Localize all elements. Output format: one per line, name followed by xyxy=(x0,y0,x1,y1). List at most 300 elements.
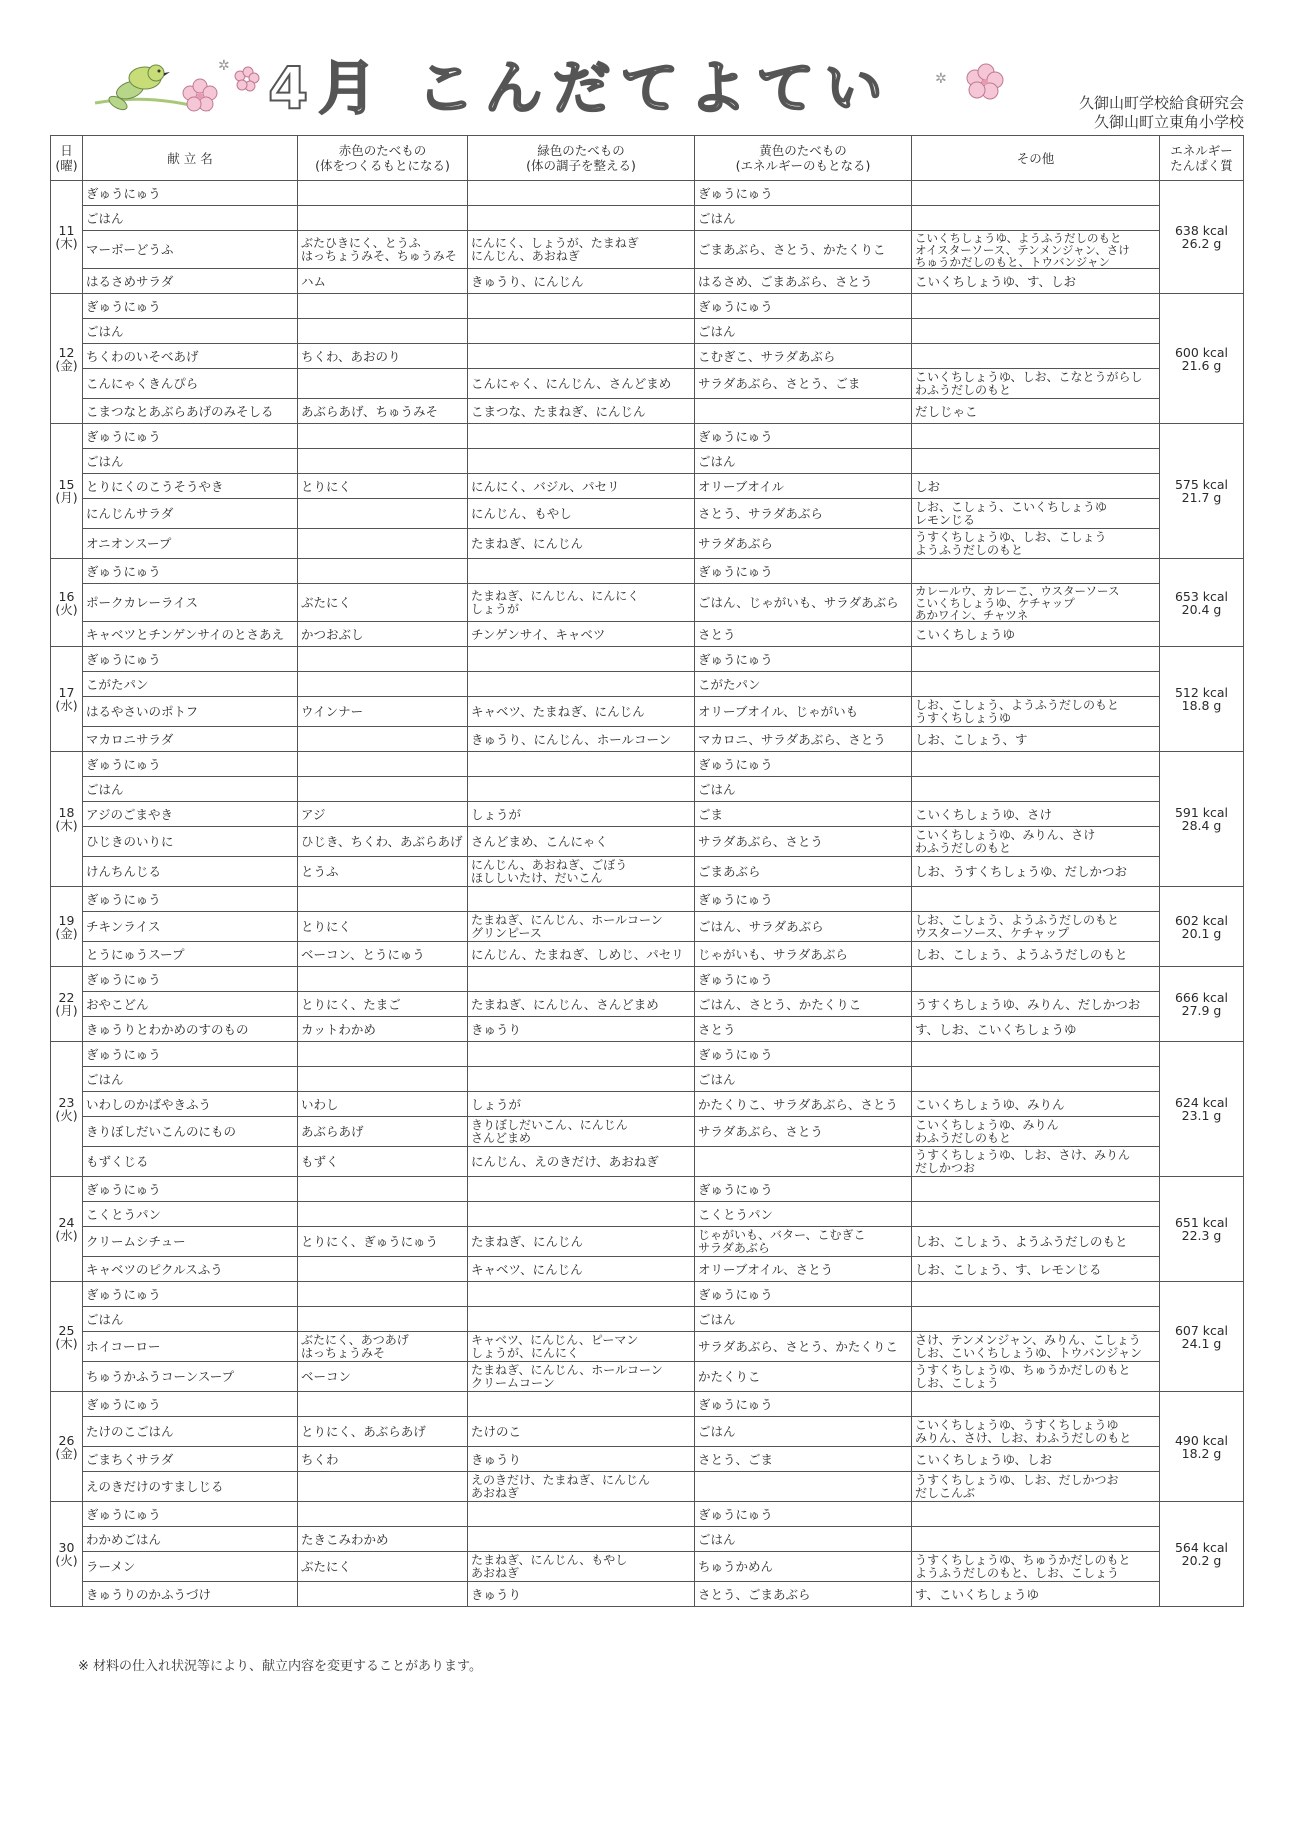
table-row xyxy=(51,1552,1244,1582)
yellow-cell: サラダあぶら、さとう、かたくりこ xyxy=(695,1332,912,1362)
yellow-cell: ごはん xyxy=(695,777,912,802)
name-cell: こくとうパン xyxy=(83,1202,298,1227)
green-cell: きりぼしだいこん、にんじん さんどまめ xyxy=(468,1117,695,1147)
name-cell: チキンライス xyxy=(83,912,298,942)
red-cell xyxy=(298,449,468,474)
green-cell: たまねぎ、にんじん xyxy=(468,1227,695,1257)
yellow-cell: かたくりこ、サラダあぶら、さとう xyxy=(695,1092,912,1117)
name-cell: けんちんじる xyxy=(83,857,298,887)
other-cell xyxy=(912,319,1160,344)
name-cell: マカロニサラダ xyxy=(83,727,298,752)
day-cell: 17 (水) xyxy=(51,647,83,752)
yellow-cell: ごまあぶら xyxy=(695,857,912,887)
table-row xyxy=(51,912,1244,942)
yellow-cell: ごまあぶら、さとう、かたくりこ xyxy=(695,231,912,269)
name-cell: ぎゅうにゅう xyxy=(83,424,298,449)
name-cell: こんにゃくきんぴら xyxy=(83,369,298,399)
other-cell: うすくちしょうゆ、ちゅうかだしのもと しお、こしょう xyxy=(912,1362,1160,1392)
red-cell: とりにく xyxy=(298,912,468,942)
name-cell: ごはん xyxy=(83,319,298,344)
yellow-cell xyxy=(695,1472,912,1502)
other-cell: うすくちしょうゆ、しお、さけ、みりん だしかつお xyxy=(912,1147,1160,1177)
green-cell xyxy=(468,752,695,777)
green-cell xyxy=(468,206,695,231)
table-row xyxy=(51,1392,1244,1417)
other-cell xyxy=(912,752,1160,777)
yellow-cell: ごはん xyxy=(695,319,912,344)
yellow-cell: ごま xyxy=(695,802,912,827)
name-cell: ぎゅうにゅう xyxy=(83,559,298,584)
yellow-cell: ぎゅうにゅう xyxy=(695,1282,912,1307)
red-cell xyxy=(298,181,468,206)
table-row xyxy=(51,992,1244,1017)
other-cell: こいくちしょうゆ、みりん、さけ わふうだしのもと xyxy=(912,827,1160,857)
green-cell xyxy=(468,1067,695,1092)
green-cell xyxy=(468,1527,695,1552)
yellow-cell: サラダあぶら、さとう、ごま xyxy=(695,369,912,399)
yellow-cell: ぎゅうにゅう xyxy=(695,647,912,672)
day-cell: 15 (月) xyxy=(51,424,83,559)
name-cell: ごまちくサラダ xyxy=(83,1447,298,1472)
green-cell xyxy=(468,1502,695,1527)
other-cell: しお、こしょう、ようふうだしのもと xyxy=(912,942,1160,967)
yellow-cell: ぎゅうにゅう xyxy=(695,181,912,206)
green-cell xyxy=(468,319,695,344)
green-cell xyxy=(468,449,695,474)
red-cell xyxy=(298,777,468,802)
green-cell xyxy=(468,887,695,912)
svg-text:✲: ✲ xyxy=(935,71,947,87)
name-cell: ちくわのいそべあげ xyxy=(83,344,298,369)
other-cell xyxy=(912,1392,1160,1417)
table-row xyxy=(51,1042,1244,1067)
red-cell xyxy=(298,499,468,529)
yellow-cell: かたくりこ xyxy=(695,1362,912,1392)
other-cell: カレールウ、カレーこ、ウスターソース こいくちしょうゆ、ケチャップ あかワイン、チャツネ xyxy=(912,584,1160,622)
yellow-cell: ごはん、じゃがいも、サラダあぶら xyxy=(695,584,912,622)
red-cell: ぶたひきにく、とうふ はっちょうみそ、ちゅうみそ xyxy=(298,231,468,269)
energy-cell: 600 kcal 21.6 g xyxy=(1160,294,1244,424)
green-cell: しょうが xyxy=(468,1092,695,1117)
red-cell: ちくわ xyxy=(298,1447,468,1472)
table-row xyxy=(51,1582,1244,1607)
red-cell xyxy=(298,1177,468,1202)
green-cell: えのきだけ、たまねぎ、にんじん あおねぎ xyxy=(468,1472,695,1502)
name-cell: とりにくのこうそうやき xyxy=(83,474,298,499)
table-row xyxy=(51,499,1244,529)
green-cell: たまねぎ、にんじん、ホールコーン グリンピース xyxy=(468,912,695,942)
name-cell: きゅうりとわかめのすのもの xyxy=(83,1017,298,1042)
column-header-red: 赤色のたべもの (体をつくるもとになる) xyxy=(298,136,468,181)
name-cell: ぎゅうにゅう xyxy=(83,1177,298,1202)
table-row xyxy=(51,1147,1244,1177)
name-cell: ぎゅうにゅう xyxy=(83,294,298,319)
green-cell xyxy=(468,1282,695,1307)
table-row xyxy=(51,1017,1244,1042)
table-row xyxy=(51,647,1244,672)
red-cell xyxy=(298,1307,468,1332)
green-cell: にんじん、たまねぎ、しめじ、パセリ xyxy=(468,942,695,967)
green-cell: にんじん、もやし xyxy=(468,499,695,529)
other-cell xyxy=(912,777,1160,802)
red-cell xyxy=(298,559,468,584)
table-row xyxy=(51,369,1244,399)
red-cell xyxy=(298,424,468,449)
column-header-other: その他 xyxy=(912,136,1160,181)
red-cell xyxy=(298,1502,468,1527)
red-cell: ウインナー xyxy=(298,697,468,727)
menu-table-body xyxy=(51,181,1244,1607)
red-cell xyxy=(298,1257,468,1282)
red-cell xyxy=(298,647,468,672)
name-cell: ぎゅうにゅう xyxy=(83,752,298,777)
bird-and-blossom-icon xyxy=(90,48,260,118)
yellow-cell: ぎゅうにゅう xyxy=(695,1502,912,1527)
other-cell: こいくちしょうゆ、ようふうだしのもと オイスターソース、テンメンジャン、さけ ちゅうかだしのもと、トウバンジャン xyxy=(912,231,1160,269)
yellow-cell: ごはん、サラダあぶら xyxy=(695,912,912,942)
table-row xyxy=(51,777,1244,802)
green-cell: にんじん、えのきだけ、あおねぎ xyxy=(468,1147,695,1177)
other-cell xyxy=(912,887,1160,912)
green-cell: キャベツ、たまねぎ、にんじん xyxy=(468,697,695,727)
green-cell xyxy=(468,1392,695,1417)
table-row xyxy=(51,857,1244,887)
other-cell: しお、こしょう、す、レモンじる xyxy=(912,1257,1160,1282)
red-cell xyxy=(298,1202,468,1227)
red-cell: ハム xyxy=(298,269,468,294)
red-cell xyxy=(298,529,468,559)
green-cell xyxy=(468,672,695,697)
name-cell: こがたパン xyxy=(83,672,298,697)
name-cell: おやこどん xyxy=(83,992,298,1017)
table-row xyxy=(51,1067,1244,1092)
other-cell: こいくちしょうゆ xyxy=(912,622,1160,647)
day-cell: 26 (金) xyxy=(51,1392,83,1502)
column-header-yellow: 黄色のたべもの (エネルギーのもとなる) xyxy=(695,136,912,181)
column-header-green: 緑色のたべもの (体の調子を整える) xyxy=(468,136,695,181)
name-cell: こまつなとあぶらあげのみそしる xyxy=(83,399,298,424)
yellow-cell: じゃがいも、バター、こむぎこ サラダあぶら xyxy=(695,1227,912,1257)
other-cell xyxy=(912,1307,1160,1332)
table-row xyxy=(51,752,1244,777)
other-cell: こいくちしょうゆ、しお、こなとうがらし わふうだしのもと xyxy=(912,369,1160,399)
green-cell xyxy=(468,344,695,369)
red-cell: カットわかめ xyxy=(298,1017,468,1042)
org-name-association: 久御山町学校給食研究会 xyxy=(1078,94,1244,112)
other-cell xyxy=(912,559,1160,584)
red-cell: あぶらあげ、ちゅうみそ xyxy=(298,399,468,424)
day-cell: 22 (月) xyxy=(51,967,83,1042)
green-cell: にんじん、あおねぎ、ごぼう ほししいたけ、だいこん xyxy=(468,857,695,887)
red-cell: アジ xyxy=(298,802,468,827)
table-row xyxy=(51,887,1244,912)
red-cell: とりにく、たまご xyxy=(298,992,468,1017)
table-row xyxy=(51,827,1244,857)
green-cell: しょうが xyxy=(468,802,695,827)
column-header-energy: エネルギー たんぱく質 xyxy=(1160,136,1244,181)
table-row xyxy=(51,727,1244,752)
green-cell xyxy=(468,181,695,206)
yellow-cell: こがたパン xyxy=(695,672,912,697)
green-cell: キャベツ、にんじん xyxy=(468,1257,695,1282)
table-row xyxy=(51,1227,1244,1257)
name-cell: ごはん xyxy=(83,206,298,231)
red-cell: かつおぶし xyxy=(298,622,468,647)
yellow-cell: じゃがいも、サラダあぶら xyxy=(695,942,912,967)
red-cell xyxy=(298,967,468,992)
name-cell: はるやさいのポトフ xyxy=(83,697,298,727)
energy-cell: 607 kcal 24.1 g xyxy=(1160,1282,1244,1392)
red-cell: いわし xyxy=(298,1092,468,1117)
yellow-cell: ごはん、さとう、かたくりこ xyxy=(695,992,912,1017)
green-cell xyxy=(468,1042,695,1067)
name-cell: ぎゅうにゅう xyxy=(83,1282,298,1307)
red-cell xyxy=(298,319,468,344)
green-cell: キャベツ、にんじん、ピーマン しょうが、にんにく xyxy=(468,1332,695,1362)
yellow-cell: ぎゅうにゅう xyxy=(695,294,912,319)
red-cell xyxy=(298,1067,468,1092)
other-cell xyxy=(912,1177,1160,1202)
yellow-cell: ぎゅうにゅう xyxy=(695,887,912,912)
name-cell: もずくじる xyxy=(83,1147,298,1177)
name-cell: キャベツとチンゲンサイのとさあえ xyxy=(83,622,298,647)
other-cell xyxy=(912,424,1160,449)
yellow-cell: さとう xyxy=(695,1017,912,1042)
red-cell: ベーコン xyxy=(298,1362,468,1392)
day-cell: 23 (火) xyxy=(51,1042,83,1177)
table-row xyxy=(51,449,1244,474)
green-cell xyxy=(468,777,695,802)
other-cell xyxy=(912,1067,1160,1092)
yellow-cell: ぎゅうにゅう xyxy=(695,752,912,777)
other-cell: うすくちしょうゆ、しお、だしかつお だしこんぶ xyxy=(912,1472,1160,1502)
other-cell: しお、こしょう、ようふうだしのもと xyxy=(912,1227,1160,1257)
table-row xyxy=(51,1177,1244,1202)
green-cell: たまねぎ、にんじん、にんにく しょうが xyxy=(468,584,695,622)
yellow-cell: ぎゅうにゅう xyxy=(695,967,912,992)
table-row xyxy=(51,1447,1244,1472)
menu-table xyxy=(50,135,1244,1607)
name-cell: いわしのかばやきふう xyxy=(83,1092,298,1117)
name-cell: きりぼしだいこんのにもの xyxy=(83,1117,298,1147)
energy-cell: 651 kcal 22.3 g xyxy=(1160,1177,1244,1282)
yellow-cell: ぎゅうにゅう xyxy=(695,1177,912,1202)
other-cell: す、こいくちしょうゆ xyxy=(912,1582,1160,1607)
other-cell xyxy=(912,967,1160,992)
other-cell xyxy=(912,294,1160,319)
column-header-day: 日 (曜) xyxy=(51,136,83,181)
table-row xyxy=(51,181,1244,206)
other-cell: うすくちしょうゆ、しお、こしょう ようふうだしのもと xyxy=(912,529,1160,559)
table-row xyxy=(51,344,1244,369)
svg-text:✲: ✲ xyxy=(218,58,230,74)
green-cell xyxy=(468,1202,695,1227)
name-cell: ごはん xyxy=(83,1307,298,1332)
yellow-cell: サラダあぶら、さとう xyxy=(695,1117,912,1147)
table-row xyxy=(51,529,1244,559)
day-cell: 19 (金) xyxy=(51,887,83,967)
day-cell: 24 (水) xyxy=(51,1177,83,1282)
energy-cell: 638 kcal 26.2 g xyxy=(1160,181,1244,294)
other-cell: しお、こしょう、す xyxy=(912,727,1160,752)
name-cell: オニオンスープ xyxy=(83,529,298,559)
red-cell: ぶたにく xyxy=(298,1552,468,1582)
name-cell: とうにゅうスープ xyxy=(83,942,298,967)
table-row xyxy=(51,559,1244,584)
red-cell: とりにく、ぎゅうにゅう xyxy=(298,1227,468,1257)
yellow-cell: こむぎこ、サラダあぶら xyxy=(695,344,912,369)
other-cell xyxy=(912,344,1160,369)
name-cell: ごはん xyxy=(83,777,298,802)
table-row xyxy=(51,1202,1244,1227)
table-row xyxy=(51,1092,1244,1117)
name-cell: ぎゅうにゅう xyxy=(83,647,298,672)
red-cell xyxy=(298,1042,468,1067)
day-cell: 12 (金) xyxy=(51,294,83,424)
energy-cell: 602 kcal 20.1 g xyxy=(1160,887,1244,967)
name-cell: ごはん xyxy=(83,449,298,474)
red-cell xyxy=(298,752,468,777)
name-cell: クリームシチュー xyxy=(83,1227,298,1257)
energy-cell: 564 kcal 20.2 g xyxy=(1160,1502,1244,1607)
red-cell: とりにく、あぶらあげ xyxy=(298,1417,468,1447)
energy-cell: 490 kcal 18.2 g xyxy=(1160,1392,1244,1502)
yellow-cell: ごはん xyxy=(695,1417,912,1447)
yellow-cell: ごはん xyxy=(695,1307,912,1332)
table-row xyxy=(51,231,1244,269)
green-cell: たけのこ xyxy=(468,1417,695,1447)
name-cell: ぎゅうにゅう xyxy=(83,967,298,992)
table-row xyxy=(51,269,1244,294)
yellow-cell: こくとうパン xyxy=(695,1202,912,1227)
other-cell: こいくちしょうゆ、す、しお xyxy=(912,269,1160,294)
name-cell: ごはん xyxy=(83,1067,298,1092)
green-cell: きゅうり、にんじん xyxy=(468,269,695,294)
green-cell: きゅうり xyxy=(468,1582,695,1607)
name-cell: ラーメン xyxy=(83,1552,298,1582)
yellow-cell: さとう、ごま xyxy=(695,1447,912,1472)
other-cell xyxy=(912,1202,1160,1227)
table-row xyxy=(51,802,1244,827)
yellow-cell: オリーブオイル、さとう xyxy=(695,1257,912,1282)
other-cell: さけ、テンメンジャン、みりん、こしょう しお、こいくちしょうゆ、トウバンジャン xyxy=(912,1332,1160,1362)
red-cell: たきこみわかめ xyxy=(298,1527,468,1552)
yellow-cell: ぎゅうにゅう xyxy=(695,1042,912,1067)
green-cell: きゅうり、にんじん、ホールコーン xyxy=(468,727,695,752)
other-cell: こいくちしょうゆ、みりん わふうだしのもと xyxy=(912,1117,1160,1147)
other-cell: しお、うすくちしょうゆ、だしかつお xyxy=(912,857,1160,887)
yellow-cell: ぎゅうにゅう xyxy=(695,559,912,584)
table-row xyxy=(51,474,1244,499)
other-cell xyxy=(912,1042,1160,1067)
green-cell xyxy=(468,294,695,319)
yellow-cell: サラダあぶら xyxy=(695,529,912,559)
name-cell: ぎゅうにゅう xyxy=(83,887,298,912)
yellow-cell: ぎゅうにゅう xyxy=(695,424,912,449)
name-cell: アジのごまやき xyxy=(83,802,298,827)
table-row xyxy=(51,399,1244,424)
name-cell: きゅうりのかふうづけ xyxy=(83,1582,298,1607)
green-cell: きゅうり xyxy=(468,1447,695,1472)
other-cell: こいくちしょうゆ、しお xyxy=(912,1447,1160,1472)
other-cell: こいくちしょうゆ、うすくちしょうゆ みりん、さけ、しお、わふうだしのもと xyxy=(912,1417,1160,1447)
table-row xyxy=(51,967,1244,992)
name-cell: ひじきのいりに xyxy=(83,827,298,857)
yellow-cell: ごはん xyxy=(695,206,912,231)
green-cell xyxy=(468,1307,695,1332)
yellow-cell: ごはん xyxy=(695,1527,912,1552)
red-cell: とうふ xyxy=(298,857,468,887)
org-name-school: 久御山町立東角小学校 xyxy=(1093,113,1244,131)
name-cell: キャベツのピクルスふう xyxy=(83,1257,298,1282)
green-cell: たまねぎ、にんじん、もやし あおねぎ xyxy=(468,1552,695,1582)
green-cell xyxy=(468,647,695,672)
red-cell xyxy=(298,672,468,697)
green-cell xyxy=(468,424,695,449)
table-header-row xyxy=(51,136,1244,181)
green-cell xyxy=(468,967,695,992)
green-cell xyxy=(468,1177,695,1202)
other-cell xyxy=(912,449,1160,474)
yellow-cell: さとう、サラダあぶら xyxy=(695,499,912,529)
name-cell: にんじんサラダ xyxy=(83,499,298,529)
page-header xyxy=(90,48,1250,131)
yellow-cell xyxy=(695,1147,912,1177)
day-cell: 16 (火) xyxy=(51,559,83,647)
red-cell xyxy=(298,1282,468,1307)
other-cell xyxy=(912,672,1160,697)
table-row xyxy=(51,697,1244,727)
green-cell: たまねぎ、にんじん、ホールコーン クリームコーン xyxy=(468,1362,695,1392)
energy-cell: 591 kcal 28.4 g xyxy=(1160,752,1244,887)
green-cell: きゅうり xyxy=(468,1017,695,1042)
energy-cell: 512 kcal 18.8 g xyxy=(1160,647,1244,752)
footnote: ※ 材料の仕入れ状況等により、献立内容を変更することがあります。 xyxy=(78,1659,482,1674)
other-cell: しお、こしょう、ようふうだしのもと ウスターソース、ケチャップ xyxy=(912,912,1160,942)
name-cell: ぎゅうにゅう xyxy=(83,1502,298,1527)
name-cell: ぎゅうにゅう xyxy=(83,1392,298,1417)
other-cell: こいくちしょうゆ、みりん xyxy=(912,1092,1160,1117)
other-cell xyxy=(912,1527,1160,1552)
other-cell: しお xyxy=(912,474,1160,499)
name-cell: はるさめサラダ xyxy=(83,269,298,294)
other-cell: す、しお、こいくちしょうゆ xyxy=(912,1017,1160,1042)
other-cell: うすくちしょうゆ、みりん、だしかつお xyxy=(912,992,1160,1017)
red-cell xyxy=(298,206,468,231)
green-cell: こんにゃく、にんじん、さんどまめ xyxy=(468,369,695,399)
green-cell: たまねぎ、にんじん xyxy=(468,529,695,559)
yellow-cell: ちゅうかめん xyxy=(695,1552,912,1582)
table-row xyxy=(51,1117,1244,1147)
table-row xyxy=(51,1282,1244,1307)
red-cell xyxy=(298,369,468,399)
yellow-cell xyxy=(695,399,912,424)
table-row xyxy=(51,672,1244,697)
other-cell: うすくちしょうゆ、ちゅうかだしのもと ようふうだしのもと、しお、こしょう xyxy=(912,1552,1160,1582)
other-cell: しお、こしょう、こいくちしょうゆ レモンじる xyxy=(912,499,1160,529)
yellow-cell: はるさめ、ごまあぶら、さとう xyxy=(695,269,912,294)
page-title: 4月 こんだてよてい xyxy=(268,54,893,122)
yellow-cell: オリーブオイル xyxy=(695,474,912,499)
red-cell: あぶらあげ xyxy=(298,1117,468,1147)
energy-cell: 575 kcal 21.7 g xyxy=(1160,424,1244,559)
organization-names xyxy=(1079,94,1244,132)
green-cell: にんにく、しょうが、たまねぎ にんじん、あおねぎ xyxy=(468,231,695,269)
name-cell: たけのこごはん xyxy=(83,1417,298,1447)
other-cell xyxy=(912,206,1160,231)
name-cell: ホイコーロー xyxy=(83,1332,298,1362)
column-header-name: 献 立 名 xyxy=(83,136,298,181)
